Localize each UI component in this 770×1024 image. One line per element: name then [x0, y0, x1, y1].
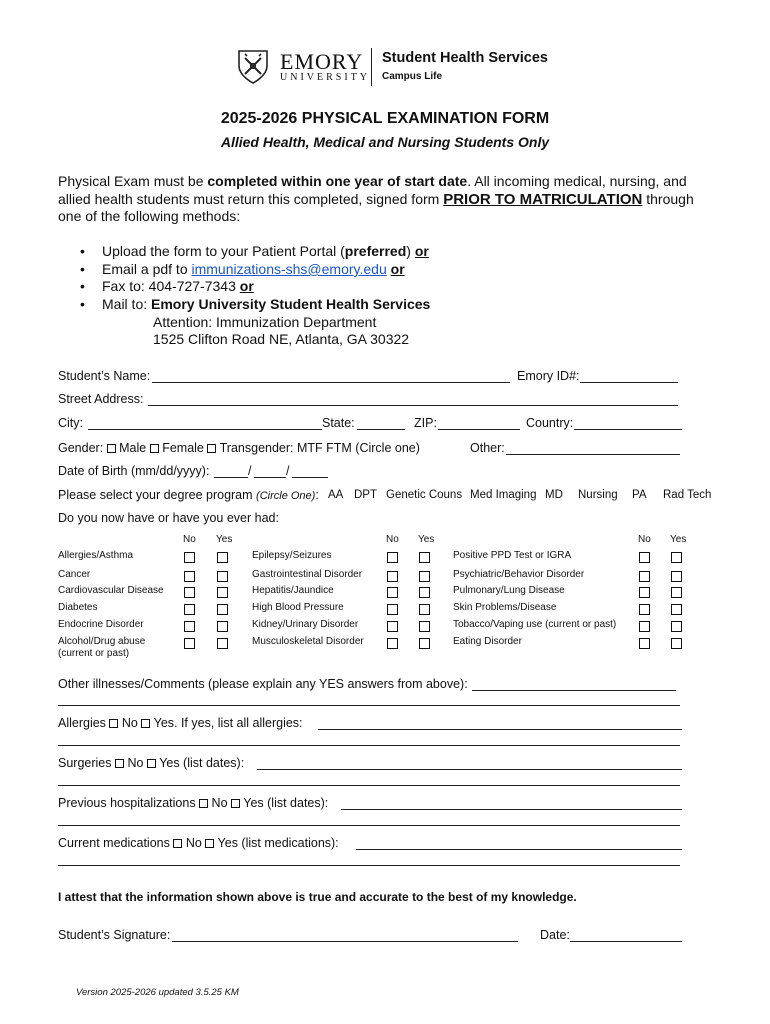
allergies-yes-checkbox[interactable]: [141, 719, 150, 728]
signature-field[interactable]: [172, 941, 518, 942]
emory-logo: [236, 46, 548, 88]
condition-no-checkbox[interactable]: [184, 621, 195, 632]
condition-yes-checkbox[interactable]: [217, 621, 228, 632]
condition-no-checkbox[interactable]: [387, 552, 398, 563]
surgeries-yes-checkbox[interactable]: [147, 759, 156, 768]
state-label: State:: [322, 416, 355, 430]
method-upload: • Upload the form to your Patient Portal (preferred) or: [80, 243, 429, 259]
condition-yes-checkbox[interactable]: [217, 587, 228, 598]
condition-yes-checkbox[interactable]: [671, 587, 682, 598]
condition-label: Kidney/Urinary Disorder: [252, 619, 359, 630]
degree-option-pa[interactable]: PA: [632, 489, 647, 501]
degree-option-nursing[interactable]: Nursing: [578, 489, 618, 501]
degree-option-aa[interactable]: AA: [328, 489, 344, 501]
condition-yes-checkbox[interactable]: [671, 638, 682, 649]
method-or: or: [390, 261, 405, 277]
dob-sep-2: /: [286, 464, 290, 478]
gender-row: [58, 441, 420, 455]
date-label: Date:: [540, 928, 570, 942]
method-preferred: preferred: [344, 243, 407, 259]
condition-yes-checkbox[interactable]: [671, 604, 682, 615]
page-title: 2025-2026 PHYSICAL EXAMINATION FORM: [220, 110, 550, 127]
version-note: Version 2025-2026 updated 3.5.25 KM: [76, 987, 239, 998]
allergies-field[interactable]: [318, 729, 682, 730]
signature-label: Student’s Signature:: [58, 928, 171, 942]
condition-label: Skin Problems/Disease: [453, 602, 557, 613]
male-checkbox[interactable]: [107, 444, 116, 453]
other-illnesses-field[interactable]: [472, 690, 676, 691]
condition-yes-checkbox[interactable]: [419, 571, 430, 582]
condition-yes-checkbox[interactable]: [419, 587, 430, 598]
country-field[interactable]: [574, 429, 682, 430]
transgender-label: Transgender: MTF FTM (Circle one): [219, 441, 420, 455]
emory-subword: UNIVERSITY: [280, 72, 370, 83]
surgeries-field-2[interactable]: [58, 785, 680, 786]
intro-text-3: allied health students must return this completed, signed form: [58, 191, 444, 207]
intro-bold: completed within one year of start date: [207, 173, 468, 189]
street-field[interactable]: [148, 405, 678, 406]
condition-no-checkbox[interactable]: [387, 604, 398, 615]
city-field[interactable]: [88, 429, 322, 430]
dob-label: Date of Birth (mm/dd/yyyy):: [58, 464, 210, 478]
col1-yes-header: Yes: [216, 534, 233, 545]
method-fax: • Fax to: 404-727-7343 or: [80, 278, 254, 294]
condition-no-checkbox[interactable]: [184, 552, 195, 563]
condition-no-checkbox[interactable]: [387, 638, 398, 649]
condition-yes-checkbox[interactable]: [419, 552, 430, 563]
medications-no-checkbox[interactable]: [173, 839, 182, 848]
degree-option-genetic[interactable]: Genetic Couns: [386, 489, 463, 501]
condition-no-checkbox[interactable]: [184, 604, 195, 615]
method-text: Upload the form to your Patient Portal (: [102, 243, 345, 259]
intro-text: Physical Exam must be: [58, 173, 208, 189]
condition-yes-checkbox[interactable]: [671, 571, 682, 582]
name-label: Student’s Name:: [58, 369, 151, 383]
zip-label: ZIP:: [414, 416, 437, 430]
allergies-field-2[interactable]: [58, 745, 680, 746]
gender-label: Gender:: [58, 441, 104, 455]
degree-label: [58, 488, 319, 502]
condition-no-checkbox[interactable]: [184, 638, 195, 649]
method-mail: • Mail to: Emory University Student Health Services: [80, 296, 431, 312]
allergies-yes-label: Yes. If yes, list all allergies:: [153, 716, 303, 730]
condition-no-checkbox[interactable]: [387, 571, 398, 582]
allergies-row: [58, 716, 303, 730]
dob-year-field[interactable]: [292, 477, 328, 478]
method-text: Email a pdf to: [102, 261, 192, 277]
condition-no-checkbox[interactable]: [639, 604, 650, 615]
mail-recipient: Emory University Student Health Services: [151, 296, 431, 312]
condition-label: Endocrine Disorder: [58, 619, 144, 630]
surgeries-no-label: No: [127, 756, 144, 770]
hospitalizations-field[interactable]: [341, 809, 682, 810]
intro-line-2: [58, 191, 694, 208]
surgeries-label: Surgeries: [58, 756, 112, 770]
hospitalizations-no-label: No: [211, 796, 228, 810]
col3-no-header: No: [638, 534, 651, 545]
hospitalizations-row: [58, 796, 328, 810]
degree-text: Please select your degree program: [58, 488, 257, 502]
dept-sub: Campus Life: [382, 71, 443, 82]
hospitalizations-yes-label: Yes (list dates):: [243, 796, 329, 810]
degree-colon: :: [315, 488, 319, 502]
name-field[interactable]: [152, 382, 510, 383]
condition-yes-checkbox[interactable]: [217, 571, 228, 582]
emory-id-field[interactable]: [580, 382, 678, 383]
email-link[interactable]: immunizations-shs@emory.edu: [191, 261, 387, 277]
medications-field[interactable]: [356, 849, 682, 850]
dob-month-field[interactable]: [214, 477, 248, 478]
col3-yes-header: Yes: [670, 534, 687, 545]
surgeries-row: [58, 756, 244, 770]
surgeries-field[interactable]: [257, 769, 682, 770]
emory-wordmark: EMORY: [280, 49, 364, 74]
female-checkbox[interactable]: [150, 444, 159, 453]
condition-label: Eating Disorder: [453, 636, 522, 647]
degree-option-md[interactable]: MD: [545, 489, 563, 501]
condition-label: Cancer: [58, 569, 91, 580]
condition-label: Diabetes: [58, 602, 98, 613]
medications-yes-checkbox[interactable]: [205, 839, 214, 848]
city-label: City:: [58, 416, 83, 430]
condition-label: Psychiatric/Behavior Disorder: [453, 569, 585, 580]
page-subtitle: Allied Health, Medical and Nursing Students Only: [220, 134, 550, 150]
condition-no-checkbox[interactable]: [184, 571, 195, 582]
condition-label: High Blood Pressure: [252, 602, 344, 613]
emory-id-label: Emory ID#:: [517, 369, 580, 383]
medications-no-label: No: [185, 836, 202, 850]
condition-label: Hepatitis/Jaundice: [252, 585, 334, 596]
transgender-checkbox[interactable]: [207, 444, 216, 453]
female-label: Female: [162, 441, 204, 455]
hospitalizations-field-2[interactable]: [58, 825, 680, 826]
allergies-label: Allergies: [58, 716, 106, 730]
surgeries-no-checkbox[interactable]: [115, 759, 124, 768]
method-or: or: [239, 278, 254, 294]
condition-label-continued: (current or past): [58, 648, 130, 659]
condition-yes-checkbox[interactable]: [217, 638, 228, 649]
condition-yes-checkbox[interactable]: [419, 604, 430, 615]
mail-address: 1525 Clifton Road NE, Atlanta, GA 30322: [153, 331, 410, 347]
condition-yes-checkbox[interactable]: [671, 552, 682, 563]
condition-yes-checkbox[interactable]: [671, 621, 682, 632]
degree-option-imaging[interactable]: Med Imaging: [470, 489, 537, 501]
allergies-no-checkbox[interactable]: [109, 719, 118, 728]
degree-option-radtech[interactable]: Rad Tech: [663, 489, 712, 501]
condition-no-checkbox[interactable]: [387, 621, 398, 632]
method-email: • Email a pdf to immunizations-shs@emory.edu or: [80, 261, 405, 277]
dob-sep-1: /: [248, 464, 252, 478]
method-text: Fax to: 404-727-7343: [102, 278, 240, 294]
condition-label: Gastrointestinal Disorder: [252, 569, 363, 580]
degree-hint: (Circle One): [256, 490, 316, 502]
hospitalizations-label: Previous hospitalizations: [58, 796, 196, 810]
history-question: Do you now have or have you ever had:: [58, 511, 279, 525]
condition-yes-checkbox[interactable]: [419, 621, 430, 632]
dept-name: Student Health Services: [382, 50, 548, 66]
country-label: Country:: [526, 416, 574, 430]
condition-label: Tobacco/Vaping use (current or past): [453, 619, 617, 630]
col2-yes-header: Yes: [418, 534, 435, 545]
condition-label: Pulmonary/Lung Disease: [453, 585, 565, 596]
logo-divider: [371, 48, 372, 86]
other-illnesses-field-2[interactable]: [58, 705, 680, 706]
medications-label: Current medications: [58, 836, 170, 850]
surgeries-yes-label: Yes (list dates):: [159, 756, 245, 770]
allergies-no-label: No: [121, 716, 138, 730]
intro-line-1: [58, 173, 687, 189]
condition-no-checkbox[interactable]: [639, 552, 650, 563]
other-illnesses-label: Other illnesses/Comments (please explain any YES answers from above):: [58, 677, 468, 691]
other-gender-field[interactable]: [506, 454, 680, 455]
condition-yes-checkbox[interactable]: [419, 638, 430, 649]
condition-no-checkbox[interactable]: [639, 587, 650, 598]
date-field[interactable]: [570, 941, 682, 942]
condition-label: Alcohol/Drug abuse: [58, 636, 146, 647]
intro-text-2: . All incoming medical, nursing, and: [467, 173, 687, 189]
intro-text-4: through: [642, 191, 694, 207]
intro-line-3: one of the following methods:: [58, 208, 241, 224]
condition-no-checkbox[interactable]: [184, 587, 195, 598]
condition-yes-checkbox[interactable]: [217, 552, 228, 563]
condition-label: Allergies/Asthma: [58, 550, 134, 561]
condition-label: Positive PPD Test or IGRA: [453, 550, 572, 561]
condition-no-checkbox[interactable]: [639, 621, 650, 632]
condition-label: Musculoskeletal Disorder: [252, 636, 364, 647]
degree-option-dpt[interactable]: DPT: [354, 489, 377, 501]
condition-label: Epilepsy/Seizures: [252, 550, 332, 561]
hospitalizations-no-checkbox[interactable]: [199, 799, 208, 808]
zip-field[interactable]: [438, 429, 520, 430]
method-text: ): [406, 243, 415, 259]
col1-no-header: No: [183, 534, 196, 545]
attestation: I attest that the information shown above is true and accurate to the best of my knowledge.: [58, 890, 577, 904]
hospitalizations-yes-checkbox[interactable]: [231, 799, 240, 808]
medications-field-2[interactable]: [58, 865, 680, 866]
mail-attention: Attention: Immunization Department: [153, 314, 377, 330]
method-or: or: [414, 243, 429, 259]
condition-no-checkbox[interactable]: [639, 638, 650, 649]
condition-no-checkbox[interactable]: [639, 571, 650, 582]
medications-row: [58, 836, 339, 850]
medications-yes-label: Yes (list medications):: [217, 836, 339, 850]
col2-no-header: No: [386, 534, 399, 545]
prior-to-matriculation: PRIOR TO MATRICULATION: [443, 191, 643, 208]
emory-shield-icon: [236, 48, 270, 86]
male-label: Male: [119, 441, 147, 455]
dob-day-field[interactable]: [254, 477, 286, 478]
condition-yes-checkbox[interactable]: [217, 604, 228, 615]
method-text: Mail to:: [102, 296, 152, 312]
condition-label: Cardiovascular Disease: [58, 585, 164, 596]
state-field[interactable]: [357, 429, 405, 430]
condition-no-checkbox[interactable]: [387, 587, 398, 598]
other-gender-label: Other:: [470, 441, 505, 455]
street-label: Street Address:: [58, 392, 144, 406]
